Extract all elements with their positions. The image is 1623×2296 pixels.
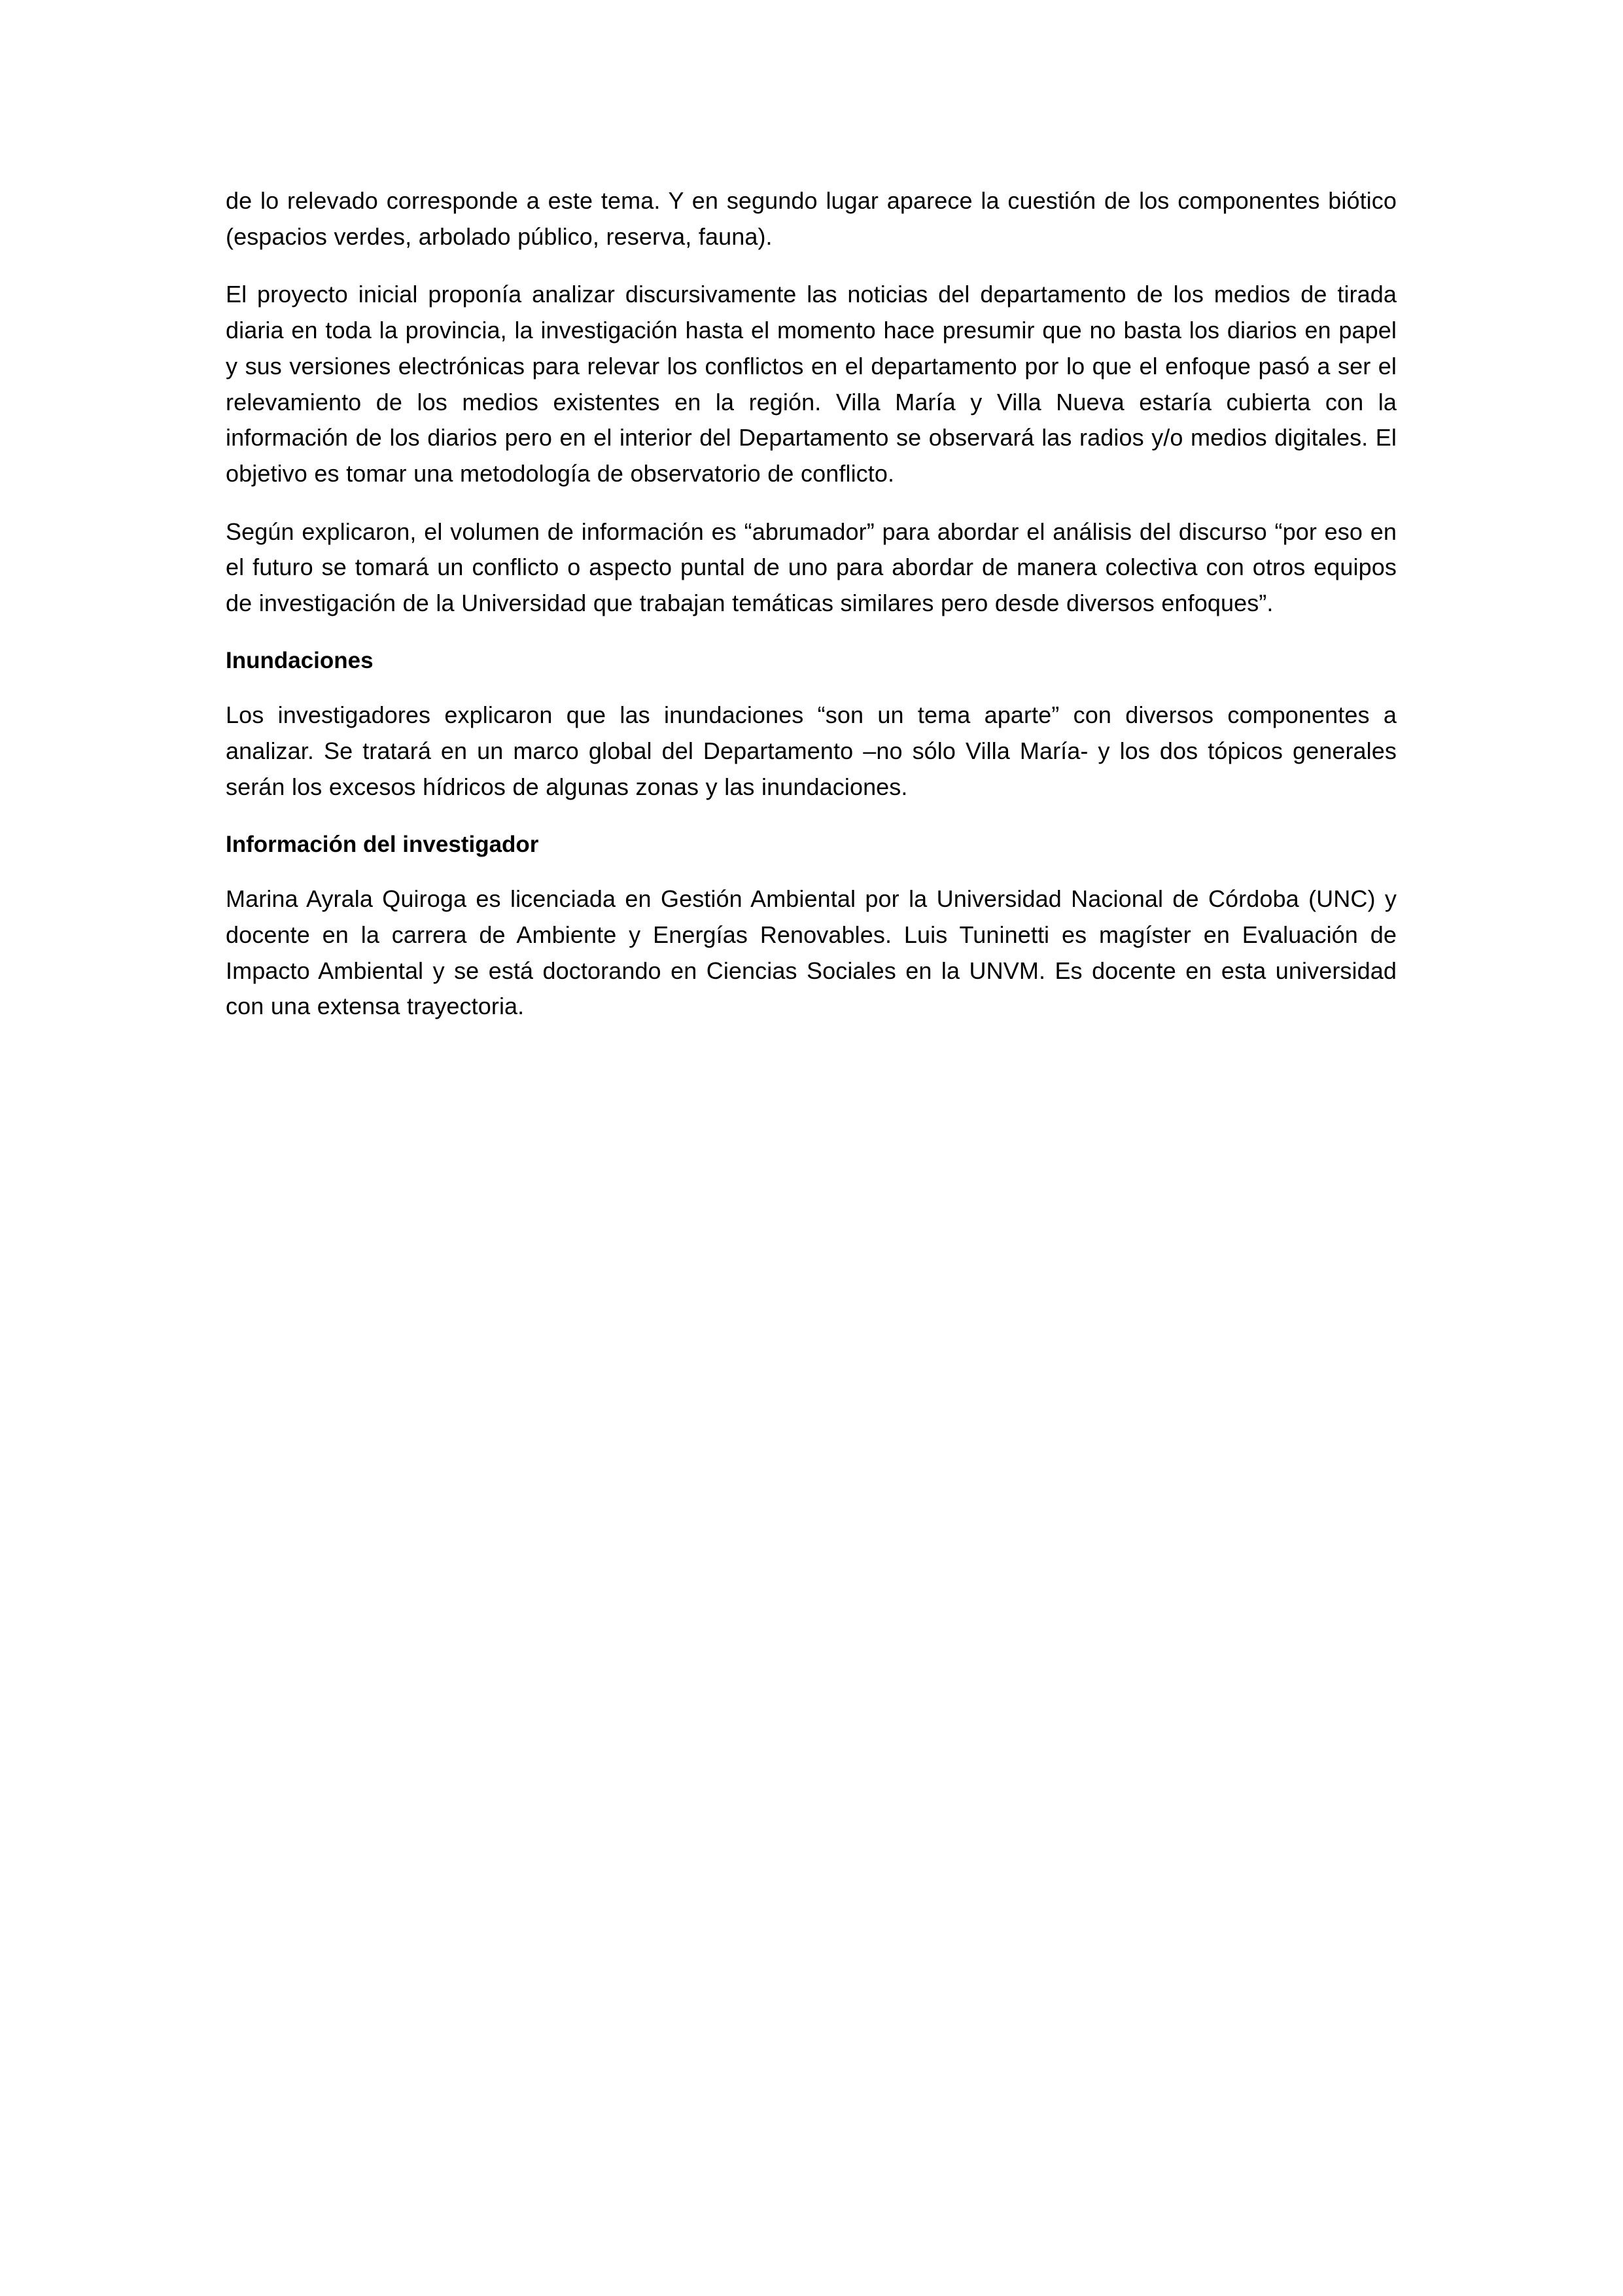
paragraph-investigadores-bio: Marina Ayrala Quiroga es licenciada en Gestión Ambiental por la Universidad Nacional de Córdoba (UNC) y docente en la carrera de Ambiente y Energías Renovables. Luis Tuninetti es magíster en Evaluación de Impacto Ambiental y se está doctorando en Ciencias Sociales en la UNVM. Es docente en esta universidad con una extensa trayectoria. — [226, 885, 1397, 1020]
paragraph-relevado: de lo relevado corresponde a este tema. Y en segundo lugar aparece la cuestión de los componentes biótico (espacios verdes, arbolado público, reserva, fauna). — [226, 187, 1397, 250]
paragraph-inundaciones: Los investigadores explicaron que las inundaciones “son un tema aparte” con diversos componentes a analizar. Se tratará en un marco global del Departamento –no sólo Villa María- y los dos tópicos generales serán los excesos hídricos de algunas zonas y las inundaciones. — [226, 701, 1397, 800]
document-body — [226, 183, 1397, 1025]
paragraph-proyecto-inicial: El proyecto inicial proponía analizar discursivamente las noticias del departamento de los medios de tirada diaria en toda la provincia, la investigación hasta el momento hace presumir que no basta los diarios en papel y sus versiones electrónicas para relevar los conflictos en el departamento por lo que el enfoque pasó a ser el relevamiento de los medios existentes en la región. Villa María y Villa Nueva estaría cubierta con la información de los diarios pero en el interior del Departamento se observará las radios y/o medios digitales. El objetivo es tomar una metodología de observatorio de conflicto. — [226, 281, 1397, 487]
paragraph-segun-explicaron: Según explicaron, el volumen de información es “abrumador” para abordar el análisis del discurso “por eso en el futuro se tomará un conflicto o aspecto puntal de uno para abordar de manera colectiva con otros equipos de investigación de la Universidad que trabajan temáticas similares pero desde diversos enfoques”. — [226, 518, 1397, 617]
heading-informacion-investigador: Información del investigador — [226, 831, 539, 857]
heading-inundaciones: Inundaciones — [226, 647, 374, 673]
